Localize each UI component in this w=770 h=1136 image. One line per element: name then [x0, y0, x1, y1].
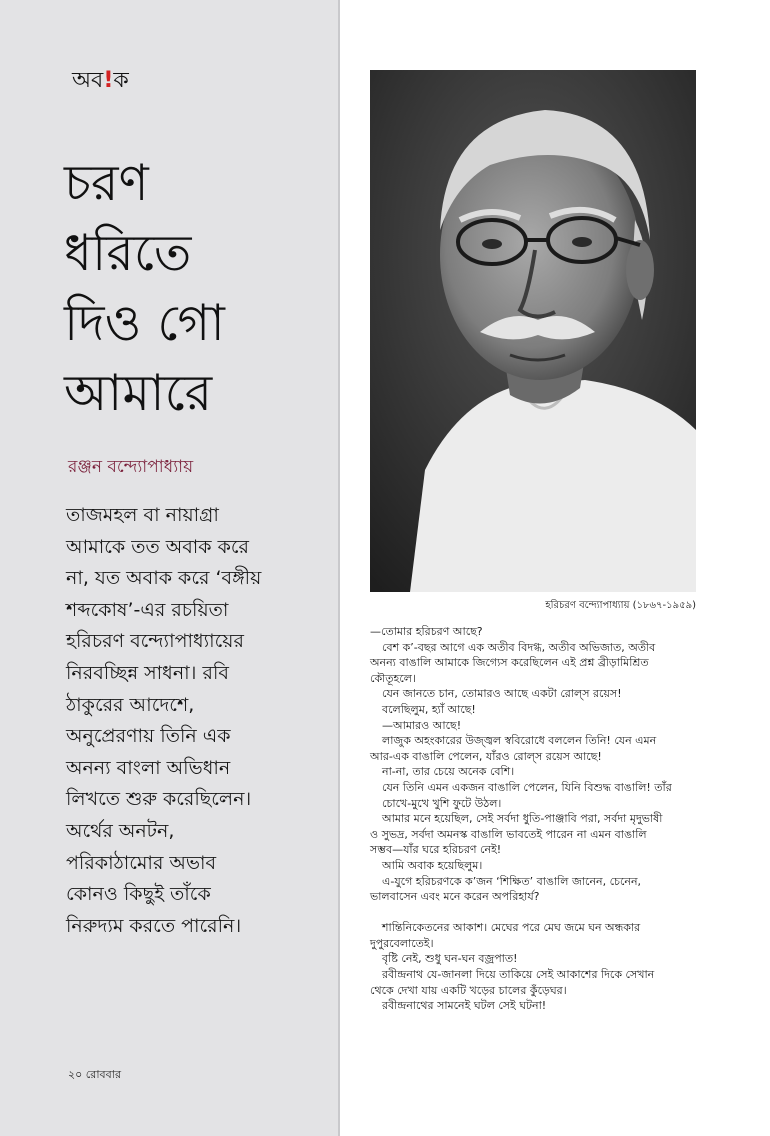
intro-line: না, যত অবাক করে ‘বঙ্গীয়	[66, 567, 262, 590]
body-line: যেন জানতে চান, তোমারও আছে একটা রোল্‌স রয়েস!	[382, 687, 622, 701]
intro-line: হরিচরণ বন্দ্যোপাধ্যায়ের	[66, 630, 244, 653]
section-logo-text-pre: অব	[72, 68, 104, 93]
paragraph-gap	[370, 905, 710, 921]
section-logo-exclamation: !	[103, 68, 114, 93]
intro-line: আমাকে তত অবাক করে	[66, 535, 249, 558]
body-line: অনন্য বাঙালি আমাকে জিগ্যেস করেছিলেন এই প্রশ্ন ব্রীড়ামিশ্রিত	[370, 656, 649, 670]
body-line: —আমারও আছে!	[382, 718, 462, 732]
photo-caption: হরিচরণ বন্দ্যোপাধ্যায় (১৮৬৭-১৯৫৯)	[545, 600, 696, 611]
intro-line: নিরুদ্যম করতে পারেনি।	[66, 914, 242, 937]
intro-line: শব্দকোষ’-এর রচয়িতা	[66, 598, 229, 621]
title-line: দিও গো	[64, 294, 225, 352]
body-line: এ-যুগে হরিচরণকে ক’জন ‘শিক্ষিত’ বাঙালি জানেন, চেনেন,	[382, 874, 642, 888]
body-line: রবীন্দ্রনাথের সামনেই ঘটল সেই ঘটনা!	[382, 999, 547, 1013]
body-line: লাজুক অহংকারের উজ্জ্বল স্ববিরোধে বললেন তিনি! যেন এমন	[382, 734, 657, 748]
intro-line: তাজমহল বা নায়াগ্রা	[66, 504, 219, 526]
intro-line: কোনও কিছুই তাঁকে	[66, 883, 211, 906]
body-line: —তোমার হরিচরণ আছে?	[370, 625, 483, 638]
section-logo-text-post: ক	[113, 68, 129, 93]
body-line: যেন তিনি এমন একজন বাঙালি পেলেন, যিনি বিশুদ্ধ বাঙালি! তাঁর	[382, 780, 672, 794]
body-line: শান্তিনিকেতনের আকাশ। মেঘের পরে মেঘ জমে ঘন অন্ধকার	[382, 921, 641, 935]
intro-line: অনন্য বাংলা অভিধান	[66, 756, 231, 779]
column-divider	[338, 0, 340, 1136]
portrait-illustration	[370, 70, 696, 592]
intro-line: অর্থের অনটন,	[66, 819, 175, 842]
body-line: কৌতূহলে।	[370, 671, 416, 685]
intro-line: পরিকাঠামোর অভাব	[66, 851, 217, 874]
body-line: সম্ভব—যাঁর ঘরে হরিচরণ নেই!	[370, 843, 502, 857]
author-byline: রঞ্জন বন্দ্যোপাধ্যায়	[68, 457, 194, 477]
intro-line: অনুপ্রেরণায় তিনি এক	[66, 725, 231, 748]
body-line: ও সুভদ্র, সর্বদা অমনস্ক বাঙালি ভাবতেই পারেন না এমন বাঙালি	[370, 827, 647, 841]
title-line: চরণ	[64, 154, 149, 212]
title-line: ধরিতে	[64, 224, 192, 282]
article-title	[64, 148, 334, 428]
body-line: থেকে দেখা যায় একটি খড়ের চালের কুঁড়েঘর।	[370, 983, 567, 997]
body-line: আমার মনে হয়েছিল, সেই সর্বদা ধুতি-পাঞ্জাবি পরা, সর্বদা মৃদুভাষী	[382, 812, 663, 826]
body-line: বেশ ক’-বছর আগে এক অতীব বিদগ্ধ, অতীব অভিজাত, অতীব	[382, 640, 656, 654]
body-line: বলেছিলুম, হ্যাঁ আছে!	[382, 702, 476, 716]
body-line: আমি অবাক হয়েছিলুম।	[382, 858, 483, 872]
body-line: রবীন্দ্রনাথ যে-জানলা দিয়ে তাকিয়ে সেই আকাশের দিকে সেখান	[382, 968, 655, 982]
body-line: ভালবাসেন এবং মনে করেন অপরিহার্য?	[370, 890, 540, 904]
intro-paragraph	[66, 500, 334, 942]
body-line: দুপুরবেলাতেই।	[370, 936, 434, 950]
article-body	[370, 624, 710, 1014]
body-line: বৃষ্টি নেই, শুধু ঘন-ঘন বজ্রপাত!	[382, 952, 518, 966]
section-logo	[72, 66, 129, 96]
intro-line: লিখতে শুরু করেছিলেন।	[66, 788, 252, 811]
body-line: না-না, তার চেয়ে অনেক বেশি।	[382, 765, 515, 779]
title-line: আমারে	[64, 364, 213, 422]
body-line: আর-এক বাঙালি পেলেন, যাঁরও রোল্‌স রয়েস আছে!	[370, 749, 602, 763]
intro-line: ঠাকুরের আদেশে,	[66, 693, 195, 716]
intro-line: নিরবচ্ছিন্ন সাধনা। রবি	[66, 661, 229, 684]
body-line: চোখে-মুখে খুশি ফুটে উঠল।	[382, 796, 502, 810]
page-footer: ২০ রোববার	[68, 1068, 121, 1081]
portrait-photo	[370, 70, 696, 592]
